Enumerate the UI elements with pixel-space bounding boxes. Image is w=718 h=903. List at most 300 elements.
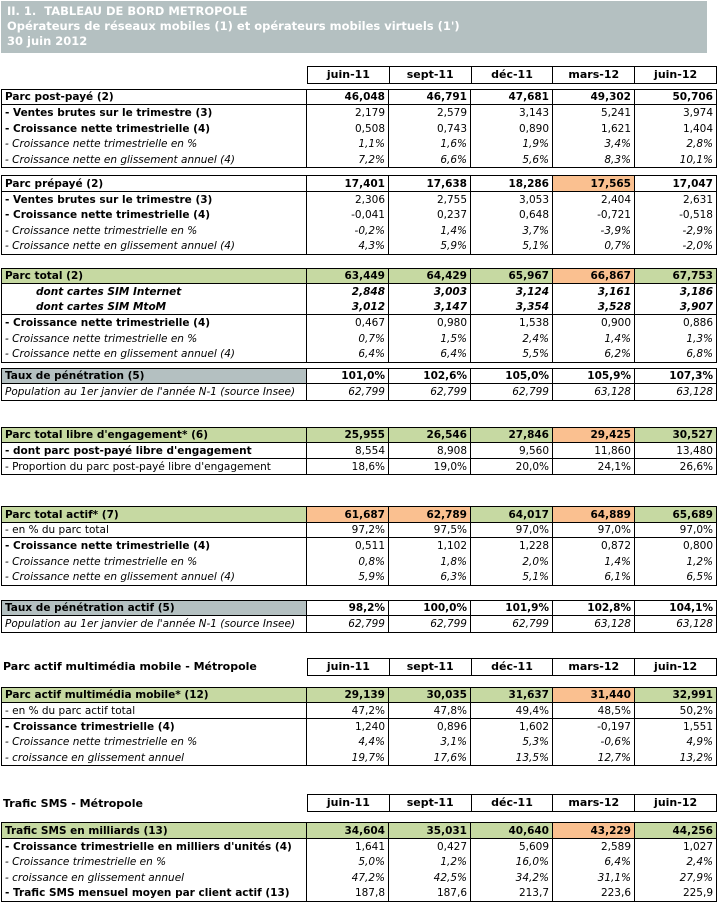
row-label: - Croissance nette trimestrielle en %: [2, 734, 307, 750]
table-row: [2, 839, 716, 855]
value-cell: 97,0%: [471, 523, 553, 538]
value-cell: 9,560: [471, 443, 553, 458]
table-row: [2, 384, 716, 400]
value-cell: 64,429: [389, 269, 471, 284]
value-cell: 97,0%: [553, 523, 635, 538]
row-label: Parc actif multimédia mobile* (12): [2, 688, 307, 703]
value-cell: 97,5%: [389, 523, 471, 538]
value-cell: 102,6%: [389, 369, 471, 384]
banner-subtitle: Opérateurs de réseaux mobiles (1) et opérateurs mobiles virtuels (1'): [7, 18, 460, 33]
value-cell: 13,480: [676, 444, 713, 457]
table-parc-prepaye: [1, 175, 717, 255]
value-cell: 3,1%: [389, 734, 471, 750]
value-cell: 63,128: [676, 618, 713, 631]
value-cell: -0,721: [553, 207, 635, 223]
value-cell: 30,527: [635, 428, 716, 443]
value-cell: 42,5%: [389, 870, 471, 886]
value-cell: 62,799: [471, 384, 553, 400]
value-cell: 1,2%: [686, 555, 713, 568]
value-cell: 0,800: [682, 540, 713, 553]
row-label: - en % du parc actif total: [2, 703, 307, 718]
value-cell: 3,186: [679, 286, 713, 299]
value-cell: 2,404: [553, 192, 635, 208]
row-label: Parc total (2): [2, 269, 307, 284]
table-row: [2, 885, 716, 901]
value-cell: 100,0%: [389, 601, 471, 616]
value-cell: -0,2%: [307, 223, 389, 239]
value-cell: 5,1%: [471, 238, 553, 254]
row-label: Taux de pénétration actif (5): [2, 601, 307, 616]
value-cell: 2,755: [389, 192, 471, 208]
value-cell: 12,7%: [553, 750, 635, 766]
value-cell: 187,6: [389, 885, 471, 901]
value-cell: 104,1%: [669, 602, 713, 615]
value-cell: 50,2%: [679, 704, 713, 717]
value-cell: 3,147: [389, 300, 471, 315]
row-label: - Croissance nette en glissement annuel (4): [2, 152, 307, 168]
value-cell: 29,139: [307, 688, 389, 703]
table-row: [2, 223, 716, 239]
table-row: [2, 152, 716, 168]
value-cell: 5,0%: [307, 854, 389, 870]
value-cell: 101,9%: [471, 601, 553, 616]
value-cell: 5,241: [553, 105, 635, 121]
row-label: Population au 1er janvier de l'année N-1 (source Insee): [2, 616, 307, 632]
value-cell: 20,0%: [471, 459, 553, 475]
table-row: [2, 459, 716, 475]
column-header-cell: déc-11: [472, 67, 554, 83]
value-cell: 0,648: [471, 207, 553, 223]
value-cell: -2,9%: [682, 224, 713, 237]
title-banner: [1, 1, 707, 53]
group-label-sms: Trafic SMS - Métropole: [3, 796, 143, 810]
value-cell: 63,128: [553, 384, 635, 400]
table-row: [2, 443, 716, 459]
table-row: [2, 601, 716, 617]
value-cell: 5,1%: [471, 569, 553, 585]
table-row: [2, 538, 716, 554]
row-label: dont cartes SIM Internet: [2, 284, 307, 300]
row-label: - croissance en glissement annuel: [2, 750, 307, 766]
value-cell: 0,743: [389, 121, 471, 137]
column-header-cell: juin-11: [308, 659, 390, 675]
row-label: - Croissance nette en glissement annuel (4): [2, 346, 307, 362]
row-label: - Croissance nette trimestrielle en %: [2, 223, 307, 239]
row-label: Parc prépayé (2): [2, 176, 307, 191]
value-cell: 1,6%: [389, 136, 471, 152]
column-header-row: [1, 66, 717, 84]
value-cell: 16,0%: [471, 854, 553, 870]
value-cell: 5,609: [471, 839, 553, 855]
value-cell: 0,8%: [307, 554, 389, 570]
value-cell: 0,896: [389, 719, 471, 735]
value-cell: 13,5%: [471, 750, 553, 766]
value-cell: 35,031: [389, 823, 471, 838]
value-cell: 6,6%: [389, 152, 471, 168]
value-cell: 49,302: [553, 90, 635, 105]
value-cell: 8,908: [389, 443, 471, 458]
group-label-multimedia: Parc actif multimédia mobile - Métropole: [3, 660, 257, 674]
value-cell: 66,867: [553, 269, 635, 284]
value-cell: 0,7%: [307, 331, 389, 347]
column-header-cell: juin-11: [308, 795, 390, 811]
table-row: [2, 346, 716, 362]
table-row: [2, 121, 716, 137]
table-taux-penetration-actif: [1, 600, 717, 633]
value-cell: 5,9%: [389, 238, 471, 254]
value-cell: 1,5%: [389, 331, 471, 347]
group-header-sms: [1, 794, 717, 812]
value-cell: 5,9%: [307, 569, 389, 585]
value-cell: 29,425: [553, 428, 635, 443]
value-cell: 1,9%: [471, 136, 553, 152]
table-row: [2, 136, 716, 152]
value-cell: 65,967: [471, 269, 553, 284]
column-header-cell: mars-12: [553, 795, 635, 811]
column-header-cell: sept-11: [390, 67, 472, 83]
value-cell: 213,7: [471, 885, 553, 901]
table-row: [2, 428, 716, 444]
table-row: [2, 284, 716, 300]
value-cell: 1,102: [389, 538, 471, 554]
value-cell: 40,640: [471, 823, 553, 838]
value-cell: 17,047: [672, 177, 713, 190]
value-cell: 19,7%: [307, 750, 389, 766]
table-row: [2, 870, 716, 886]
row-label: - Croissance trimestrielle en milliers d'unités (4): [2, 839, 307, 855]
value-cell: 64,889: [553, 507, 635, 522]
column-header-cell: juin-11: [308, 67, 390, 83]
value-cell: 11,860: [553, 443, 635, 458]
value-cell: 26,546: [389, 428, 471, 443]
value-cell: 65,689: [635, 507, 716, 522]
row-label: Parc post-payé (2): [2, 90, 307, 105]
value-cell: 31,440: [553, 688, 635, 703]
value-cell: 47,2%: [307, 703, 389, 718]
table-row: [2, 688, 716, 704]
value-cell: -0,041: [307, 207, 389, 223]
value-cell: 3,053: [471, 192, 553, 208]
table-row: [2, 300, 716, 316]
value-cell: 8,554: [307, 443, 389, 458]
table-row: [2, 616, 716, 632]
table-row: [2, 507, 716, 523]
row-label: dont cartes SIM MtoM: [2, 300, 307, 315]
row-label: - dont parc post-payé libre d'engagement: [2, 443, 307, 458]
table-row: [2, 369, 716, 385]
value-cell: 2,579: [389, 105, 471, 121]
value-cell: 2,4%: [471, 331, 553, 347]
row-label: - Croissance nette trimestrielle (4): [2, 121, 307, 137]
value-cell: 44,256: [635, 823, 716, 838]
value-cell: 6,4%: [307, 346, 389, 362]
value-cell: 17,6%: [389, 750, 471, 766]
value-cell: 0,237: [389, 207, 471, 223]
value-cell: -0,518: [679, 209, 713, 222]
table-row: [2, 719, 716, 735]
value-cell: 46,048: [307, 90, 389, 105]
table-row: [2, 569, 716, 585]
value-cell: 2,848: [307, 284, 389, 300]
row-label: - Croissance nette trimestrielle (4): [2, 538, 307, 554]
group-header-multimedia: [1, 658, 717, 676]
column-header-cell: sept-11: [390, 795, 472, 811]
value-cell: 17,401: [307, 176, 389, 191]
value-cell: 1,602: [471, 719, 553, 735]
column-header-cell: juin-12: [654, 796, 698, 810]
value-cell: 3,4%: [553, 136, 635, 152]
table-trafic-sms: [1, 822, 717, 902]
value-cell: 34,604: [307, 823, 389, 838]
value-cell: 98,2%: [307, 601, 389, 616]
value-cell: -0,197: [553, 719, 635, 735]
column-header-cell: juin-12: [654, 659, 698, 673]
row-label: - Trafic SMS mensuel moyen par client actif (13): [2, 885, 307, 901]
row-label: - Ventes brutes sur le trimestre (3): [2, 105, 307, 121]
row-label: - croissance en glissement annuel: [2, 870, 307, 886]
value-cell: 97,0%: [679, 524, 713, 537]
value-cell: 2,306: [307, 192, 389, 208]
value-cell: 2,8%: [686, 138, 713, 151]
value-cell: 0,427: [389, 839, 471, 855]
value-cell: 3,161: [553, 284, 635, 300]
value-cell: 17,638: [389, 176, 471, 191]
value-cell: 61,687: [307, 507, 389, 522]
column-header-cells: [307, 66, 717, 84]
value-cell: 13,2%: [679, 751, 713, 764]
table-parc-total-actif: [1, 506, 717, 586]
value-cell: 3,7%: [471, 223, 553, 239]
value-cell: 27,9%: [679, 871, 713, 884]
value-cell: 0,872: [553, 538, 635, 554]
banner-title: II. 1. TABLEAU DE BORD METROPOLE: [7, 4, 248, 18]
table-parc-post-paye: [1, 89, 717, 169]
value-cell: 27,846: [471, 428, 553, 443]
row-label: - Ventes brutes sur le trimestre (3): [2, 192, 307, 208]
value-cell: 6,8%: [686, 348, 713, 361]
value-cell: 225,9: [682, 887, 713, 900]
value-cell: 0,980: [389, 315, 471, 331]
row-label: Parc total libre d'engagement* (6): [2, 428, 307, 443]
value-cell: 8,3%: [553, 152, 635, 168]
value-cell: 105,0%: [471, 369, 553, 384]
value-cell: 17,565: [553, 176, 635, 191]
value-cell: 1,538: [471, 315, 553, 331]
row-label: - Croissance nette trimestrielle en %: [2, 136, 307, 152]
column-header-cells: [307, 794, 717, 812]
value-cell: 26,6%: [679, 460, 713, 473]
column-header-cell: juin-12: [654, 67, 698, 81]
value-cell: 62,799: [389, 616, 471, 632]
table-row: [2, 523, 716, 539]
table-row: [2, 315, 716, 331]
value-cell: 3,354: [471, 300, 553, 315]
table-parc-total: [1, 268, 717, 363]
value-cell: 31,637: [471, 688, 553, 703]
value-cell: 18,6%: [307, 459, 389, 475]
row-label: - en % du parc total: [2, 523, 307, 538]
column-header-cell: déc-11: [472, 659, 554, 675]
value-cell: 47,2%: [307, 870, 389, 886]
value-cell: 63,128: [676, 386, 713, 399]
value-cell: 4,9%: [686, 736, 713, 749]
value-cell: 2,631: [682, 193, 713, 206]
value-cell: 62,799: [307, 384, 389, 400]
table-row: [2, 554, 716, 570]
value-cell: 24,1%: [553, 459, 635, 475]
value-cell: 47,8%: [389, 703, 471, 718]
value-cell: 3,003: [389, 284, 471, 300]
value-cell: 1,4%: [389, 223, 471, 239]
value-cell: 223,6: [553, 885, 635, 901]
value-cell: 10,1%: [679, 153, 713, 166]
value-cell: 25,955: [307, 428, 389, 443]
table-row: [2, 238, 716, 254]
value-cell: 0,900: [553, 315, 635, 331]
value-cell: 97,2%: [307, 523, 389, 538]
value-cell: 62,799: [471, 616, 553, 632]
value-cell: -2,0%: [682, 240, 713, 253]
value-cell: 4,4%: [307, 734, 389, 750]
column-header-cell: mars-12: [553, 67, 635, 83]
table-row: [2, 90, 716, 106]
value-cell: 4,3%: [307, 238, 389, 254]
value-cell: 50,706: [672, 91, 713, 104]
value-cell: 1,2%: [389, 854, 471, 870]
value-cell: 6,4%: [553, 854, 635, 870]
value-cell: 3,528: [553, 300, 635, 315]
value-cell: 63,128: [553, 616, 635, 632]
value-cell: 101,0%: [307, 369, 389, 384]
value-cell: 30,035: [389, 688, 471, 703]
value-cell: 5,3%: [471, 734, 553, 750]
row-label: Trafic SMS en milliards (13): [2, 823, 307, 838]
value-cell: 1,240: [307, 719, 389, 735]
value-cell: 62,799: [389, 384, 471, 400]
value-cell: 46,791: [389, 90, 471, 105]
value-cell: 48,5%: [553, 703, 635, 718]
row-label: - Proportion du parc post-payé libre d'engagement: [2, 459, 307, 475]
value-cell: 43,229: [553, 823, 635, 838]
table-row: [2, 105, 716, 121]
value-cell: 3,012: [307, 300, 389, 315]
table-parc-multimedia: [1, 687, 717, 767]
value-cell: 3,974: [682, 107, 713, 120]
value-cell: 31,1%: [553, 870, 635, 886]
value-cell: 2,589: [553, 839, 635, 855]
value-cell: 64,017: [471, 507, 553, 522]
value-cell: 1,621: [553, 121, 635, 137]
table-parc-libre-engagement: [1, 427, 717, 476]
value-cell: 0,508: [307, 121, 389, 137]
value-cell: 1,228: [471, 538, 553, 554]
value-cell: 105,9%: [553, 369, 635, 384]
row-label: Taux de pénétration (5): [2, 369, 307, 384]
value-cell: 3,124: [471, 284, 553, 300]
value-cell: -0,6%: [553, 734, 635, 750]
value-cell: 5,6%: [471, 152, 553, 168]
value-cell: 62,789: [389, 507, 471, 522]
value-cell: 1,4%: [553, 331, 635, 347]
value-cell: -3,9%: [553, 223, 635, 239]
value-cell: 0,890: [471, 121, 553, 137]
table-row: [2, 750, 716, 766]
value-cell: 19,0%: [389, 459, 471, 475]
value-cell: 5,5%: [471, 346, 553, 362]
column-header-cell: déc-11: [472, 795, 554, 811]
row-label: Population au 1er janvier de l'année N-1 (source Insee): [2, 384, 307, 400]
value-cell: 6,3%: [389, 569, 471, 585]
value-cell: 0,7%: [553, 238, 635, 254]
row-label: - Croissance nette en glissement annuel (4): [2, 238, 307, 254]
row-label: - Croissance trimestrielle en %: [2, 854, 307, 870]
value-cell: 32,991: [635, 688, 716, 703]
row-label: - Croissance trimestrielle (4): [2, 719, 307, 735]
value-cell: 1,8%: [389, 554, 471, 570]
value-cell: 0,886: [682, 317, 713, 330]
table-taux-penetration: [1, 368, 717, 401]
column-header-cell: sept-11: [390, 659, 472, 675]
table-row: [2, 269, 716, 285]
table-row: [2, 192, 716, 208]
value-cell: 3,143: [471, 105, 553, 121]
value-cell: 1,551: [682, 720, 713, 733]
value-cell: 1,404: [682, 122, 713, 135]
value-cell: 1,4%: [553, 554, 635, 570]
value-cell: 102,8%: [553, 601, 635, 616]
value-cell: 1,641: [307, 839, 389, 855]
column-header-cells: [307, 658, 717, 676]
value-cell: 49,4%: [471, 703, 553, 718]
value-cell: 63,449: [307, 269, 389, 284]
value-cell: 6,4%: [389, 346, 471, 362]
row-label: Parc total actif* (7): [2, 507, 307, 522]
value-cell: 47,681: [471, 90, 553, 105]
row-label: - Croissance nette trimestrielle (4): [2, 315, 307, 331]
table-row: [2, 331, 716, 347]
value-cell: 107,3%: [669, 370, 713, 383]
value-cell: 7,2%: [307, 152, 389, 168]
table-row: [2, 823, 716, 839]
table-row: [2, 734, 716, 750]
table-row: [2, 176, 716, 192]
value-cell: 6,2%: [553, 346, 635, 362]
value-cell: 6,5%: [686, 571, 713, 584]
row-label: - Croissance nette en glissement annuel (4): [2, 569, 307, 585]
value-cell: 3,907: [679, 301, 713, 314]
value-cell: 18,286: [471, 176, 553, 191]
banner-date: 30 juin 2012: [7, 33, 88, 48]
table-row: [2, 703, 716, 719]
row-label: - Croissance nette trimestrielle en %: [2, 331, 307, 347]
value-cell: 2,0%: [471, 554, 553, 570]
value-cell: 0,467: [307, 315, 389, 331]
row-label: - Croissance nette trimestrielle (4): [2, 207, 307, 223]
row-label: - Croissance nette trimestrielle en %: [2, 554, 307, 570]
value-cell: 2,4%: [686, 856, 713, 869]
value-cell: 0,511: [307, 538, 389, 554]
table-row: [2, 207, 716, 223]
value-cell: 67,753: [635, 269, 716, 284]
value-cell: 2,179: [307, 105, 389, 121]
table-row: [2, 854, 716, 870]
value-cell: 1,1%: [307, 136, 389, 152]
value-cell: 1,3%: [686, 332, 713, 345]
column-header-cell: mars-12: [553, 659, 635, 675]
value-cell: 34,2%: [471, 870, 553, 886]
value-cell: 1,027: [682, 840, 713, 853]
value-cell: 6,1%: [553, 569, 635, 585]
